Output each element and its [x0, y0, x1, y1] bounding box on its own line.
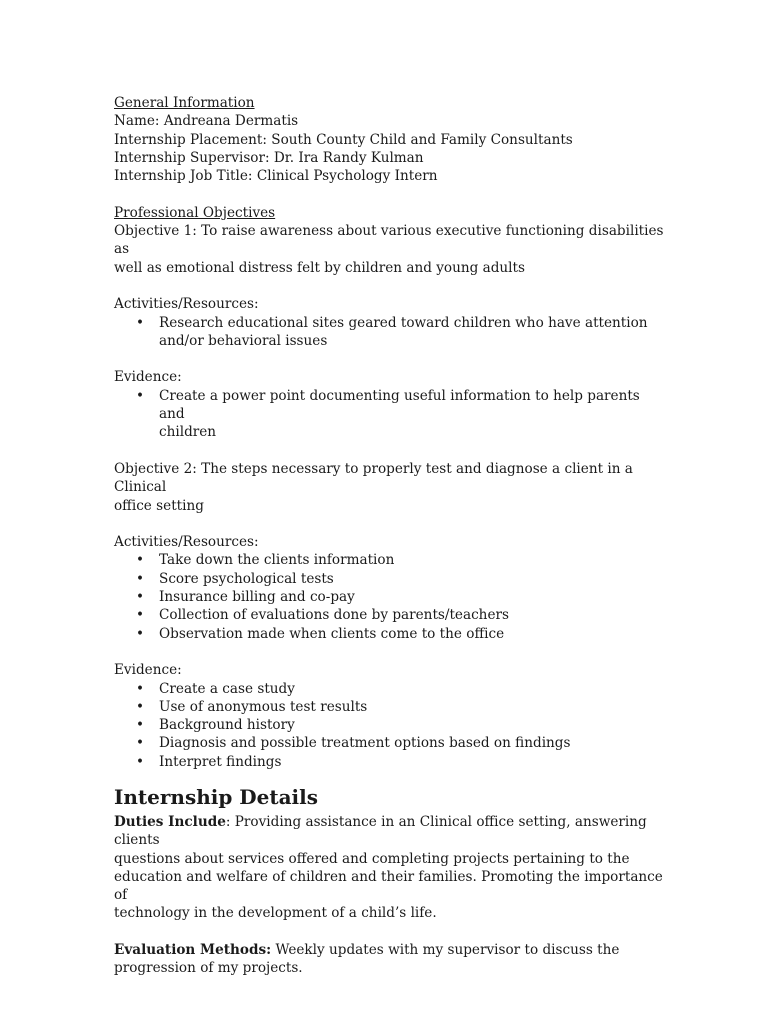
- bullet-icon: •: [136, 387, 145, 404]
- list-item-text: Create a case study: [159, 680, 295, 697]
- list-item: [136, 606, 668, 624]
- spacer: [114, 277, 668, 295]
- bullet-icon: •: [136, 625, 145, 642]
- general-info-heading: General Information: [114, 95, 255, 111]
- list-item-text: and/or behavioral issues: [159, 332, 328, 349]
- bullet-icon: •: [136, 753, 145, 770]
- bullet-icon: •: [136, 735, 145, 752]
- bullet-icon: •: [136, 680, 145, 697]
- duties-colon: :: [225, 813, 231, 830]
- obj1-activities-label: Activities/Resources:: [114, 296, 259, 313]
- list-item: [136, 698, 668, 716]
- evaluation-line-1: [114, 941, 668, 959]
- list-item: [136, 588, 668, 606]
- objective-1-line-2: well as emotional distress felt by children and young adults: [114, 259, 525, 276]
- bullet-icon: •: [136, 607, 145, 624]
- list-item-text: Observation made when clients come to the office: [159, 625, 505, 642]
- list-item-text: Use of anonymous test results: [159, 698, 368, 715]
- placement-line: Internship Placement: South County Child and Family Consultants: [114, 131, 573, 148]
- list-item: [136, 314, 668, 351]
- supervisor-line: Internship Supervisor: Dr. Ira Randy Kulman: [114, 149, 424, 166]
- obj1-evidence-list: [114, 387, 668, 442]
- list-item: [136, 387, 668, 442]
- bullet-icon: •: [136, 314, 145, 331]
- list-item-text: Score psychological tests: [159, 570, 334, 587]
- bullet-icon: •: [136, 717, 145, 734]
- list-item-text: Collection of evaluations done by parents/teachers: [159, 607, 509, 624]
- duties-line-1: [114, 813, 668, 850]
- list-item: [136, 570, 668, 588]
- bullet-icon: •: [136, 698, 145, 715]
- list-item: [136, 753, 668, 771]
- bullet-icon: •: [136, 589, 145, 606]
- evaluation-text: Weekly updates with my supervisor to discuss the: [271, 942, 620, 959]
- list-item-text: Insurance billing and co-pay: [159, 589, 355, 606]
- evaluation-label: Evaluation Methods:: [114, 942, 272, 959]
- list-item: [136, 734, 668, 752]
- evaluation-line-2: progression of my projects.: [114, 960, 303, 977]
- objective-1-line-1: Objective 1: To raise awareness about various executive functioning disabilities as: [114, 223, 664, 258]
- obj1-evidence-label: Evidence:: [114, 369, 182, 386]
- duties-line-2: questions about services offered and completing projects pertaining to the: [114, 850, 630, 867]
- duties-line-4: technology in the development of a child’s life.: [114, 905, 437, 922]
- obj2-evidence-label: Evidence:: [114, 662, 182, 679]
- duties-label: Duties Include: [114, 813, 226, 830]
- objective-2-line-1: Objective 2: The steps necessary to properly test and diagnose a client in a Clinical: [114, 460, 633, 496]
- list-item-text: Interpret findings: [159, 753, 282, 770]
- job-title-line: Internship Job Title: Clinical Psychology Intern: [114, 168, 438, 185]
- obj2-activities-list: [114, 551, 668, 642]
- list-item: [136, 625, 668, 643]
- spacer: [114, 442, 668, 460]
- spacer: [114, 923, 668, 941]
- spacer: [114, 185, 668, 203]
- name-line: Name: Andreana Dermatis: [114, 113, 299, 130]
- list-item: [136, 551, 668, 569]
- spacer: [114, 515, 668, 533]
- objectives-heading: Professional Objectives: [114, 204, 276, 221]
- list-item-text: Research educational sites geared toward children who have attention: [159, 314, 648, 331]
- spacer: [114, 350, 668, 368]
- spacer: [114, 643, 668, 661]
- list-item-text: Take down the clients information: [159, 552, 395, 569]
- internship-details-heading: Internship Details: [114, 784, 319, 809]
- duties-line-3: education and welfare of children and their families. Promoting the importance of: [114, 868, 663, 904]
- obj1-activities-list: [114, 314, 668, 351]
- bullet-icon: •: [136, 552, 145, 569]
- bullet-icon: •: [136, 570, 145, 587]
- obj2-evidence-list: [114, 680, 668, 771]
- list-item-text: Create a power point documenting useful information to help parents and: [159, 387, 640, 423]
- list-item: [136, 716, 668, 734]
- list-item-text: children: [159, 424, 217, 441]
- list-item-text: Diagnosis and possible treatment options based on findings: [159, 735, 571, 752]
- list-item-text: Background history: [159, 717, 295, 734]
- duties-text: Providing assistance in an Clinical office setting, answering clients: [114, 813, 647, 849]
- list-item: [136, 680, 668, 698]
- obj2-activities-label: Activities/Resources:: [114, 534, 259, 551]
- objective-2-line-2: office setting: [114, 497, 204, 514]
